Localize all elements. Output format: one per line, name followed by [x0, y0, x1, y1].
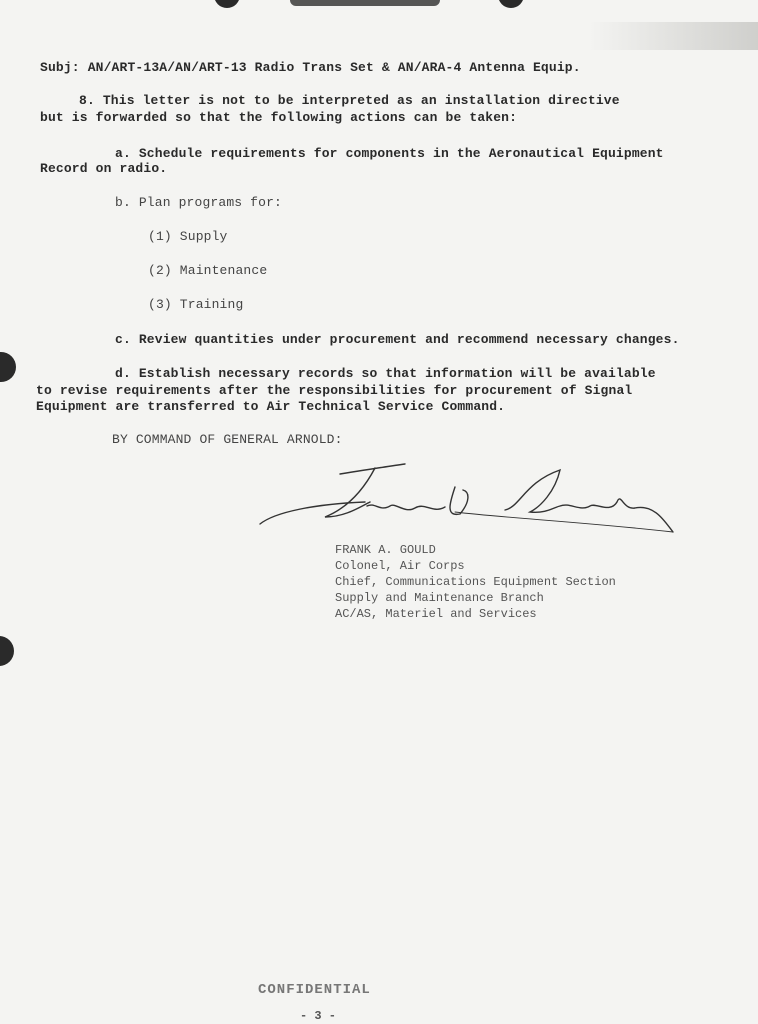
- sub-item-2: (2) Maintenance: [148, 263, 268, 278]
- sub-item-1: (1) Supply: [148, 229, 228, 244]
- item-c: c. Review quantities under procurement and recommend necessary changes.: [115, 332, 680, 347]
- command-line: BY COMMAND OF GENERAL ARNOLD:: [112, 432, 343, 447]
- signatory-rank: Colonel, Air Corps: [335, 559, 465, 573]
- corner-fold: [588, 22, 758, 50]
- signatory-name: FRANK A. GOULD: [335, 543, 436, 557]
- paragraph-8-line-2: but is forwarded so that the following actions can be taken:: [40, 110, 518, 125]
- signatory-office: AC/AS, Materiel and Services: [335, 607, 537, 621]
- handwritten-signature: [255, 462, 675, 552]
- punch-hole-top-right: [498, 0, 524, 8]
- signatory-branch: Supply and Maintenance Branch: [335, 591, 544, 605]
- page-number: - 3 -: [300, 1009, 337, 1023]
- top-classification-stamp: [290, 0, 440, 6]
- signatory-title: Chief, Communications Equipment Section: [335, 575, 616, 589]
- paragraph-8-line-1: 8. This letter is not to be interpreted as an installation directive: [79, 93, 620, 108]
- punch-hole-top-left: [214, 0, 240, 8]
- item-d-line-1: d. Establish necessary records so that information will be available: [115, 366, 656, 381]
- punch-hole-upper: [0, 352, 16, 382]
- item-d-line-2: to revise requirements after the responsibilities for procurement of Signal: [36, 383, 633, 398]
- classification-stamp: CONFIDENTIAL: [258, 982, 371, 998]
- subject-line: Subj: AN/ART-13A/AN/ART-13 Radio Trans Set & AN/ARA-4 Antenna Equip.: [40, 60, 581, 75]
- item-a-line-1: a. Schedule requirements for components in the Aeronautical Equipment: [115, 146, 664, 161]
- sub-item-3: (3) Training: [148, 297, 244, 312]
- punch-hole-lower: [0, 636, 14, 666]
- signature-block: [335, 542, 616, 622]
- item-a-line-2: Record on radio.: [40, 161, 168, 176]
- item-d-line-3: Equipment are transferred to Air Technical Service Command.: [36, 399, 506, 414]
- item-b: b. Plan programs for:: [115, 195, 282, 210]
